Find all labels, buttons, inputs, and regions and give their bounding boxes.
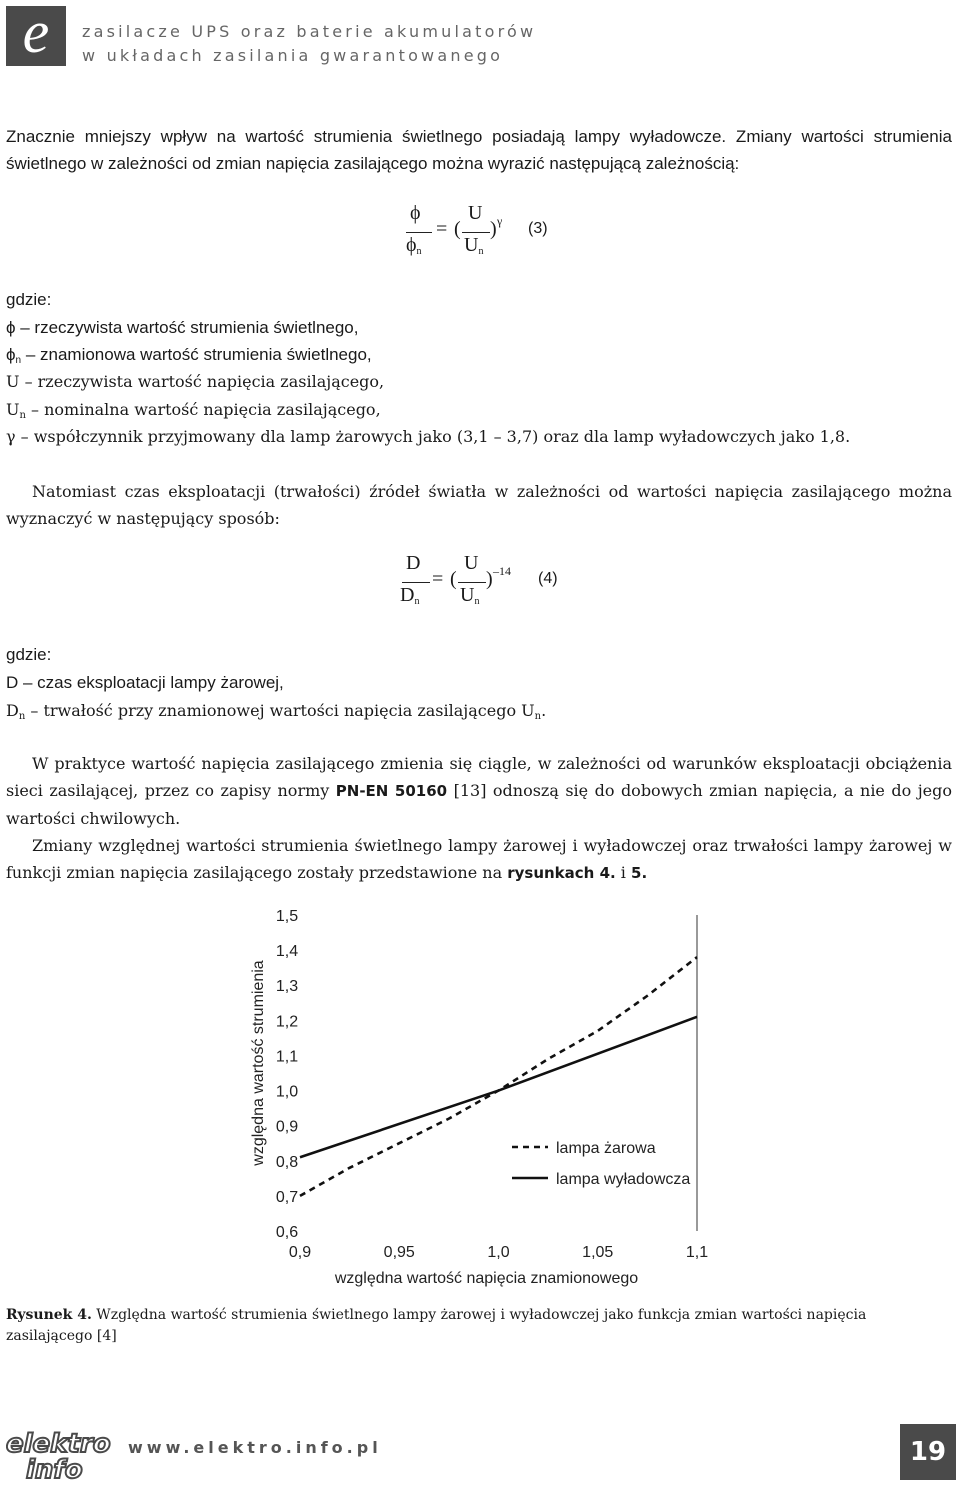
y-tick-label: 0,9 (275, 1118, 299, 1136)
gdzie-label-2: gdzie: (6, 645, 52, 664)
legend-label: lampa żarowa (556, 1140, 656, 1157)
svg-text:info: info (26, 1455, 83, 1480)
running-header (82, 20, 536, 68)
formula-4-number: (4) (538, 570, 558, 587)
y-tick-label: 1,1 (275, 1048, 299, 1066)
y-tick-label: 0,7 (275, 1188, 299, 1206)
x-tick-label: 1,05 (582, 1244, 614, 1261)
page-number: 19 (900, 1424, 956, 1480)
figure-4-chart (0, 895, 960, 1305)
legend-item-u-n: $U_n$ – nominalna wartość napięcia zasilającego, (6, 400, 381, 421)
gdzie-label-1: gdzie: (6, 290, 52, 309)
formula-3: ϕ $\phi_n$ = ( U $U_n$ ) γ (3) (406, 202, 548, 257)
y-axis-label: względna wartość strumienia (250, 960, 267, 1166)
header-line-2: w układach zasilania gwarantowanego (82, 46, 504, 65)
figure-caption (6, 1305, 926, 1347)
legend-item-phi-n: $\phi_n$ – znamionowa wartość strumienia świetlnego, (6, 345, 372, 366)
x-tick-label: 1,1 (685, 1244, 709, 1261)
caption-text: Względna wartość strumienia świetlnego lampy żarowej i wyładowczej jako funkcja zmian wartości napięcia zasilającego [4] (6, 1307, 867, 1344)
y-tick-label: 1,4 (275, 943, 299, 961)
x-axis-label: względna wartość napięcia znamionowego (334, 1270, 639, 1287)
legend-label: lampa wyładowcza (556, 1171, 691, 1188)
paragraph-3: W praktyce wartość napięcia zasilającego zmienia się ciągle, w zależności od warunków eksploatacji obciążenia sieci zasilającej, przez co zapisy normy PN-EN 50160 [13] odnoszą się do dobowych zmian napięcia, a nie do jego wartości chwilowych. (6, 754, 952, 828)
y-tick-label: 1,5 (275, 908, 299, 925)
y-tick-label: 0,6 (275, 1224, 299, 1241)
y-tick-label: 1,3 (275, 978, 299, 996)
series-line-discharge (300, 1017, 697, 1157)
y-tick-label: 1,2 (275, 1013, 299, 1031)
x-tick-label: 0,95 (383, 1244, 415, 1261)
legend-item-gamma: γ – współczynnik przyjmowany dla lamp żarowych jako (3,1 – 3,7) oraz dla lamp wyładowczych jako 1,8. (6, 427, 851, 446)
x-tick-label: 1,0 (487, 1244, 510, 1261)
magazine-logo: e (6, 6, 66, 66)
legend-item-d: D – czas eksploatacji lampy żarowej, (6, 673, 284, 692)
x-tick-label: 0,9 (288, 1244, 312, 1261)
y-tick-label: 1,0 (275, 1083, 299, 1101)
y-tick-label: 0,8 (275, 1153, 299, 1171)
elektro-info-logo (6, 1424, 114, 1480)
formula-3-number: (3) (528, 220, 548, 237)
legend-item-u: U – rzeczywista wartość napięcia zasilającego, (6, 372, 385, 391)
series-line-incandescent (300, 957, 697, 1196)
svg-text:elektro: elektro (6, 1429, 111, 1459)
caption-label: Rysunek 4. (6, 1307, 92, 1323)
paragraph-2: Natomiast czas eksploatacji (trwałości) źródeł światła w zależności od wartości napięcia zasilającego można wyznaczyć w następujący sposób: (6, 482, 952, 528)
paragraph-4: Zmiany względnej wartości strumienia świetlnego lampy żarowej i wyładowczej oraz trwałości lampy żarowej w funkcji zmian napięcia zasilającego zostały przedstawione na rysunkach 4. i 5. (6, 836, 952, 882)
intro-paragraph: Znacznie mniejszy wpływ na wartość strumienia świetlnego posiadają lampy wyładowcze. Zmiany wartości strumienia świetlnego w zależności od zmian napięcia zasilającego można wyrazić następującą zależnością: (6, 127, 952, 173)
formula-4: D $D_n$ = ( U $U_n$ ) –14 (4) (400, 552, 558, 607)
footer-url[interactable]: www.elektro.info.pl (128, 1438, 382, 1457)
legend-item-d-n: $D_n$ – trwałość przy znamionowej wartości napięcia zasilającego $U_n$. (6, 701, 547, 722)
legend-item-phi: ϕ – rzeczywista wartość strumienia świetlnego, (6, 318, 359, 337)
header-line-1: zasilacze UPS oraz baterie akumulatorów (82, 22, 537, 41)
